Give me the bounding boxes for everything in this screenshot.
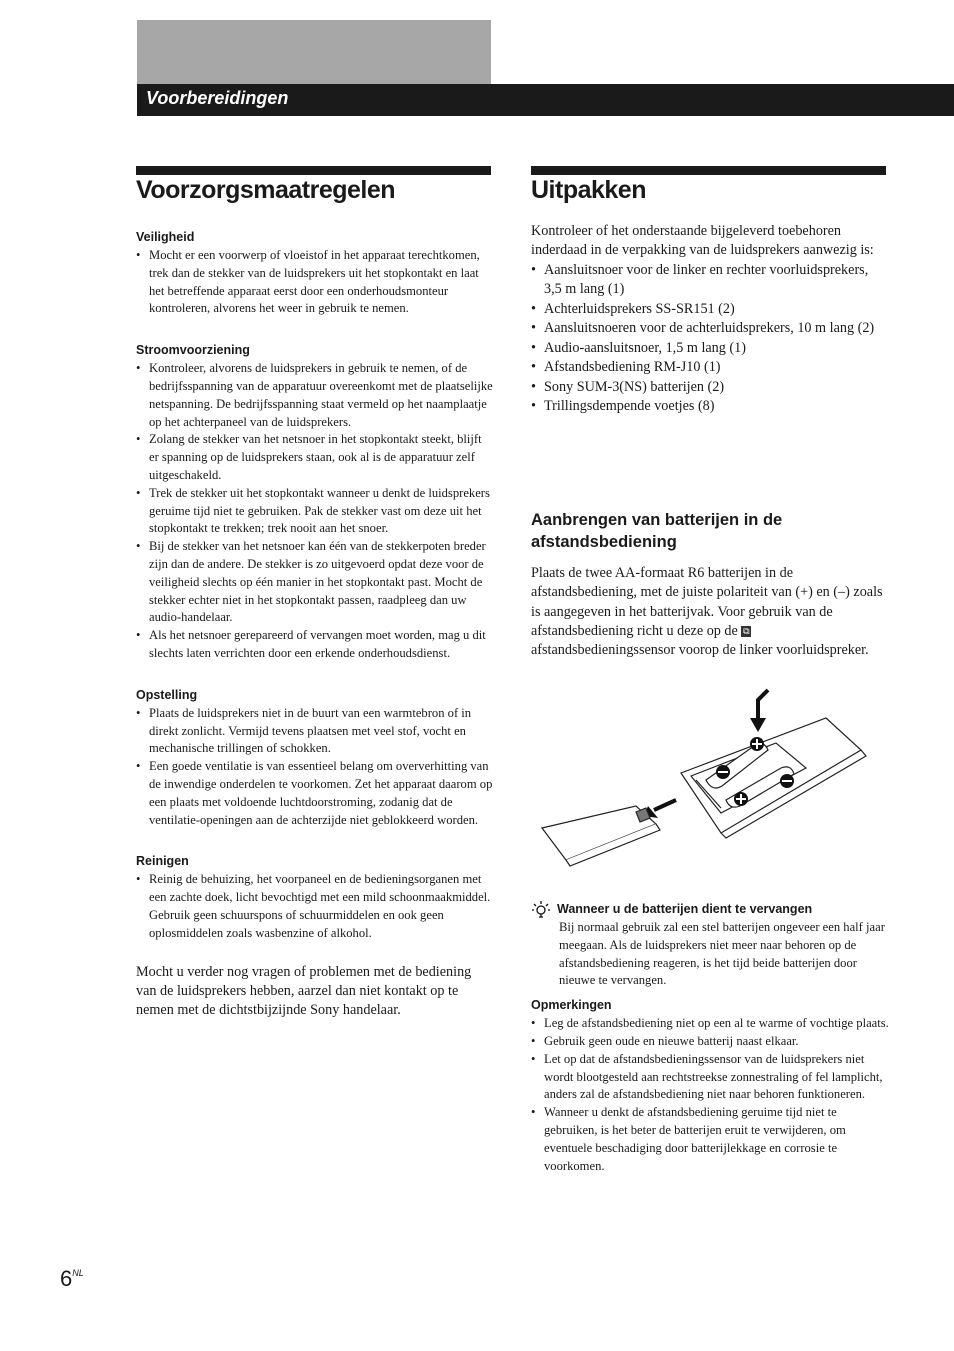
heading-reinigen: Reinigen [136,854,189,869]
header-tab-block [137,20,491,84]
left-column [136,230,494,1020]
list-opstelling [136,705,494,830]
heading-veiligheid: Veiligheid [136,230,195,244]
list-item: • Reinig de behuizing, het voorpaneel en de bedieningsorganen met een zachte doek, licht bevochtigd met een mild schoonmaakmiddel. Gebruik geen schuurspons of schuurmiddelen en ook geen oplosmiddelen zoals wasbenzine of alkohol. [136,871,494,942]
list-item: • Wanneer u denkt de afstandsbediening geruime tijd niet te gebruiken, is het beter de batterijen eruit te verwijderen, om eventuele beschadiging door batterijlekkage en corrosie te voorkomen. [531,1104,891,1175]
tip-section [531,900,891,1175]
list-stroomvoorziening [136,360,494,663]
list-item: • Bij de stekker van het netsnoer kan één van de stekkerpoten breder zijn dan de andere. De stekker is zo uitgevoerd opdat deze voor de veiligheid slechts op één manier in het stopkontakt past. Mocht de stekker echter niet in het stopkontakt passen, raadpleeg dan uw audio-handelaar. [136,538,494,627]
intro-paragraph: Kontroleer of het onderstaande bijgeleverd toebehoren inderdaad in de verpakking van de luidsprekers aanwezig is: [531,223,874,259]
tip-heading: Wanneer u de batterijen dient te vervangen [557,902,813,916]
plus-icon [734,792,748,806]
battery-section [531,509,891,660]
tip-text: Bij normaal gebruik zal een stel batterijen ongeveer een half jaar meegaan. Als de luidsprekers niet meer naar behoren op de afstandsbediening reageren, is het tijd beide batterijen door nieuwe te vervangen. [559,920,885,988]
list-item: • Aansluitsnoeren voor de achterluidsprekers, 10 m lang (2) [531,319,889,339]
list-item: • Leg de afstandsbediening niet op een al te warme of vochtige plaats. [531,1015,891,1033]
battery-text-1: Plaats de twee AA-formaat R6 batterijen in de afstandsbediening, met de juiste polariteit van (+) en (–) zoals is aangegeven in het batterijvak. Voor gebruik van de afstandsbediening richt u deze op de [531,565,883,639]
list-item: • Plaats de luidsprekers niet in de buurt van een warmtebron of in direkt zonlicht. Vermijd tevens plaatsen met veel stof, vocht en mechanische trillingen of schokken. [136,705,494,758]
page-language-suffix: NL [72,1268,84,1278]
battery-heading: Aanbrengen van batterijen in de afstandsbediening [531,511,783,551]
list-item: • Trek de stekker uit het stopkontakt wanneer u denkt de luidsprekers geruime tijd niet te gebruiken. Pak de stekker vast om deze uit het stopkontakt te trekken; trek nooit aan het snoer. [136,485,494,538]
lightbulb-icon [531,900,553,918]
notes-heading: Opmerkingen [531,998,612,1013]
section-title: Voorbereidingen [146,88,289,108]
heading-opstelling: Opstelling [136,687,198,702]
heading-stroomvoorziening: Stroomvoorziening [136,343,250,358]
list-item: • Zolang de stekker van het netsnoer in het stopkontakt steekt, blijft er spanning op de luidsprekers staan, ook al is de apparatuur zelf uitgeschakeld. [136,431,494,484]
list-item: • Sony SUM-3(NS) batterijen (2) [531,378,889,398]
page-title-right: Uitpakken [531,176,646,204]
list-item: • Aansluitsnoer voor de linker en rechter voorluidsprekers, 3,5 m lang (1) [531,261,889,300]
battery-lid [542,806,660,866]
battery-paragraph [531,564,891,660]
minus-icon [716,765,730,779]
list-item: • Trillingsdempende voetjes (8) [531,397,889,417]
ir-sensor-icon: ⧉ [743,626,750,637]
list-item: • Kontroleer, alvorens de luidsprekers in gebruik te nemen, of de bedrijfsspanning van de apparatuur overeenkomt met de plaatselijke netspanning. De bedrijfsspanning staat vermeld op het naamplaatje op het achterpaneel van de luidsprekers. [136,360,494,431]
title-rule-left [136,166,491,175]
battery-text-2: afstandsbedieningssensor voorop de linker voorluidspreker. [531,642,869,659]
list-item: • Als het netsnoer gerepareerd of vervangen moet worden, mag u dit slechts laten verrichten door een erkende onderhoudsdienst. [136,627,494,663]
page-title-left: Voorzorgsmaatregelen [136,176,396,204]
notes-list [531,1015,891,1175]
insert-arrow-icon [750,690,768,732]
accessories-list [531,261,889,417]
list-item: • Let op dat de afstandsbedieningssensor van de luidsprekers niet wordt blootgesteld aan rechtstreekse zonnestraling of fel lamplicht, anders zal de afstandsbediening niet naar behoren funktioneren. [531,1051,891,1104]
battery-illustration [536,688,876,878]
plus-icon [750,737,764,751]
list-item: • Gebruik geen oude en nieuwe batterij naast elkaar. [531,1033,891,1051]
right-column [531,222,889,417]
list-veiligheid [136,247,494,318]
list-item: • Mocht er een voorwerp of vloeistof in het apparaat terechtkomen, trek dan de stekker van de luidsprekers uit het stopkontakt en laat het betreffende apparaat eerst door een onderhoudsmonteur kontroleren, alvorens het weer in gebruik te nemen. [136,247,494,318]
closing-paragraph: Mocht u verder nog vragen of problemen met de bediening van de luidsprekers hebben, aarzel dan niet kontakt op te nemen met de dichtstbijzijnde Sony handelaar. [136,963,472,1019]
page-number-value: 6 [60,1266,73,1291]
title-rule-right [531,166,886,175]
minus-icon [780,774,794,788]
list-item: • Een goede ventilatie is van essentieel belang om oververhitting van de inwendige onderdelen te voorkomen. Zet het apparaat daarom op een plaats met voldoende luchtdoorstroming, zodanig dat de ventilatie-openingen aan de achterzijde niet geblokkeerd worden. [136,758,494,829]
list-reinigen [136,871,494,942]
page-number [60,1266,84,1292]
list-item: • Afstandsbediening RM-J10 (1) [531,358,889,378]
list-item: • Achterluidsprekers SS-SR151 (2) [531,300,889,320]
list-item: • Audio-aansluitsnoer, 1,5 m lang (1) [531,339,889,359]
